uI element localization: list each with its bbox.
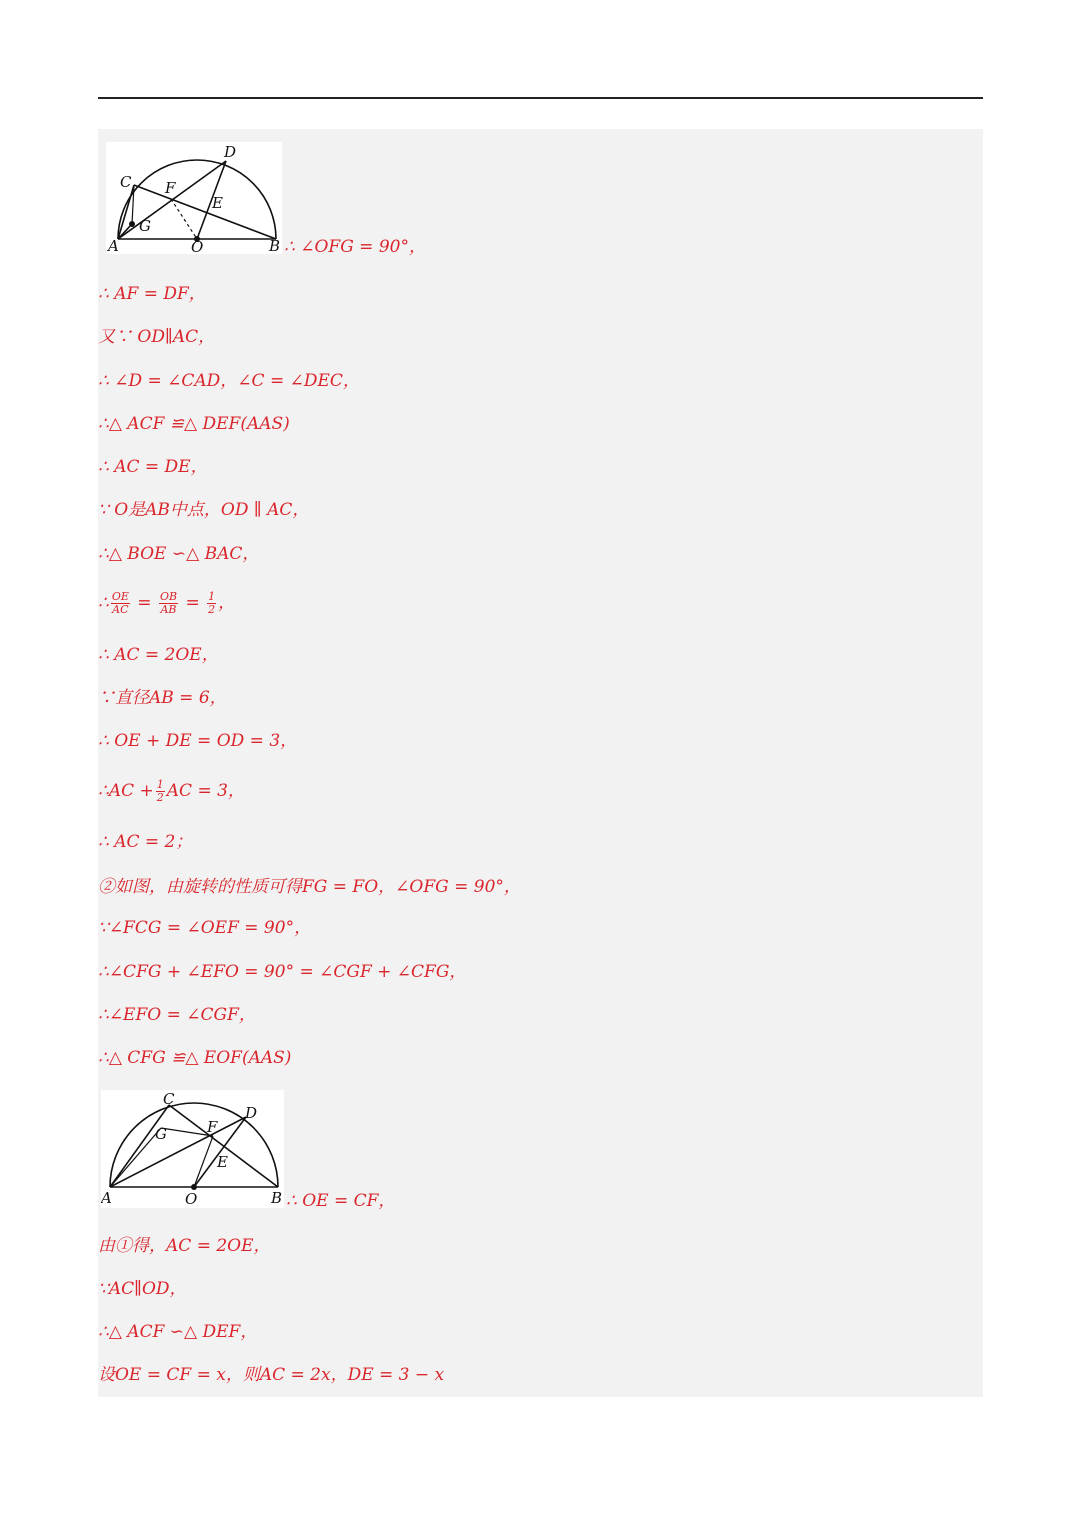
step-line: ∵AC∥OD， [98, 1279, 187, 1299]
fraction-oe-ac: $\frac{OE}{AC}$ [111, 590, 129, 616]
geometry-figure-1 [106, 142, 282, 254]
step-line: ∴ AC = 2OE， [98, 645, 219, 665]
fig1-label-B: B [269, 237, 281, 254]
fig1-label-C: C [120, 173, 132, 191]
fig2-label-G: G [155, 1125, 167, 1143]
step-line: ∴△ BOE ∽△ BAC， [98, 544, 260, 564]
step-line: ∴ AC = DE， [98, 457, 208, 477]
fig2-label-A: A [101, 1189, 112, 1207]
fig2-label-B: B [271, 1189, 283, 1207]
step-line: ∴ ∠OFG = 90°， [284, 237, 426, 257]
header-rule [98, 97, 983, 99]
fig2-label-O: O [185, 1190, 198, 1208]
geometry-figure-2 [101, 1090, 284, 1208]
fig2-label-D: D [245, 1104, 258, 1122]
step-line: ∴ ∠D = ∠CAD，∠C = ∠DEC， [98, 371, 360, 391]
fig1-label-G: G [139, 217, 151, 235]
fig2-label-F: F [207, 1118, 218, 1136]
fraction-one-half: $\frac{1}{2}$ [156, 778, 164, 804]
fig1-label-A: A [108, 237, 119, 254]
step-line: ∴ OE = CF， [286, 1191, 396, 1211]
step-line: ∵∠FCG = ∠OEF = 90°， [98, 918, 312, 938]
fig1-label-D: D [224, 143, 237, 161]
step-line: ∴△ ACF ∽△ DEF， [98, 1322, 258, 1342]
step-line: 又∵ OD∥AC， [98, 327, 216, 347]
step-line: ∴ AF = DF， [98, 284, 206, 304]
fig1-label-E: E [212, 194, 223, 212]
step-line: ∴∠CFG + ∠EFO = 90° = ∠CGF + ∠CFG， [98, 962, 467, 982]
step-line: ∴ AC = 2； [98, 832, 193, 852]
step-line: ②如图，由旋转的性质可得FG = FO，∠OFG = 90°， [98, 877, 521, 897]
fraction-one-half: $\frac{1}{2}$ [208, 590, 216, 616]
fig1-label-O: O [191, 238, 204, 254]
step-line: ∴△ ACF ≌△ DEF(AAS) [98, 414, 290, 434]
step-line: ∴△ CFG ≌△ EOF(AAS) [98, 1048, 292, 1068]
step-line: 设OE = CF = x，则AC = 2x，DE = 3 − x [98, 1365, 445, 1385]
step-line-fraction: ∴AC + $\frac{1}{2}$ AC = 3， [98, 778, 245, 804]
fig1-label-F: F [165, 179, 176, 197]
step-line: ∴∠EFO = ∠CGF， [98, 1005, 256, 1025]
step-line: 由①得，AC = 2OE， [98, 1236, 271, 1256]
step-line: ∵直径AB = 6， [98, 688, 227, 708]
fig2-label-E: E [217, 1153, 228, 1171]
step-line: ∵ O是AB中点，OD ∥ AC， [98, 500, 310, 520]
fig2-label-C: C [163, 1090, 175, 1108]
step-line: ∴ OE + DE = OD = 3， [98, 731, 298, 751]
step-line-fraction: ∴ $\frac{OE}{AC}$ = $\frac{OB}{AB}$ = $\frac{1}{2}$ ， [98, 590, 236, 616]
fraction-ob-ab: $\frac{OB}{AB}$ [159, 590, 178, 616]
